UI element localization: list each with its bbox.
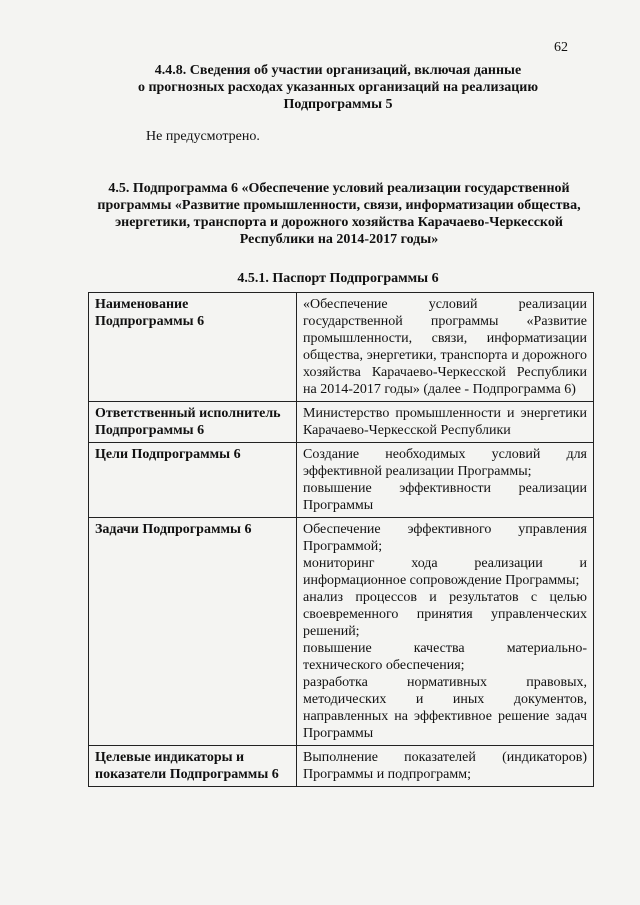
row-value bbox=[297, 402, 594, 443]
row-value bbox=[297, 443, 594, 518]
value-line: «Обеспечение условий реализации государственной программы «Развитие промышленности, связи, информатизации общества, энергетики, транспорта и дорожного хозяйства Карачаево-Черкесской Республики на 2014-2017 годы» (далее - Подпрограмма 6) bbox=[303, 297, 587, 397]
table-row bbox=[89, 443, 594, 518]
row-label: Целевые индикаторы и показатели Подпрограммы 6 bbox=[89, 746, 297, 787]
not-provided-note: Не предусмотрено. bbox=[146, 129, 260, 144]
row-label: Цели Подпрограммы 6 bbox=[89, 443, 297, 518]
section-heading-line: Подпрограммы 5 bbox=[283, 97, 393, 112]
value-line: мониторинг хода реализации и информационное сопровождение Программы; bbox=[303, 556, 587, 588]
subprogram-passport-table bbox=[88, 292, 594, 787]
section-heading-line: 4.4.8. Сведения об участии организаций, включая данные bbox=[154, 63, 522, 78]
row-value bbox=[297, 518, 594, 746]
value-line: Обеспечение эффективного управления Программой; bbox=[303, 522, 587, 554]
row-label: Наименование Подпрограммы 6 bbox=[89, 293, 297, 402]
value-line: Выполнение показателей (индикаторов) Программы и подпрограмм; bbox=[303, 750, 587, 782]
page-number: 62 bbox=[554, 40, 568, 55]
value-line: анализ процессов и результатов с целью своевременного принятия управленческих решений; bbox=[303, 590, 587, 639]
value-line: Министерство промышленности и энергетики Карачаево-Черкесской Республики bbox=[303, 406, 587, 438]
table-row bbox=[89, 402, 594, 443]
value-line: Создание необходимых условий для эффективной реализации Программы; bbox=[303, 447, 587, 479]
table-row bbox=[89, 518, 594, 746]
value-line: разработка нормативных правовых, методических и иных документов, направленных на эффективное решение задач Программы bbox=[303, 675, 587, 741]
section-heading-4-5: 4.5. Подпрограмма 6 «Обеспечение условий реализации государственной программы «Развитие промышленности, связи, информатизации общества, энергетики, транспорта и дорожного хозяйства Карачаево-Черкесской Республики на 2014-2017 годы» bbox=[97, 181, 581, 247]
row-label: Ответственный исполнитель Подпрограммы 6 bbox=[89, 402, 297, 443]
section-heading-4-4-8 bbox=[88, 62, 588, 113]
row-value bbox=[297, 746, 594, 787]
table-row bbox=[89, 293, 594, 402]
row-label: Задачи Подпрограммы 6 bbox=[89, 518, 297, 746]
table-row bbox=[89, 746, 594, 787]
value-line: повышение эффективности реализации Программы bbox=[303, 481, 587, 513]
row-value bbox=[297, 293, 594, 402]
value-line: повышение качества материально-технического обеспечения; bbox=[303, 641, 587, 673]
section-heading-line: о прогнозных расходах указанных организаций на реализацию bbox=[137, 80, 539, 95]
section-heading-4-5-1: 4.5.1. Паспорт Подпрограммы 6 bbox=[237, 271, 439, 286]
